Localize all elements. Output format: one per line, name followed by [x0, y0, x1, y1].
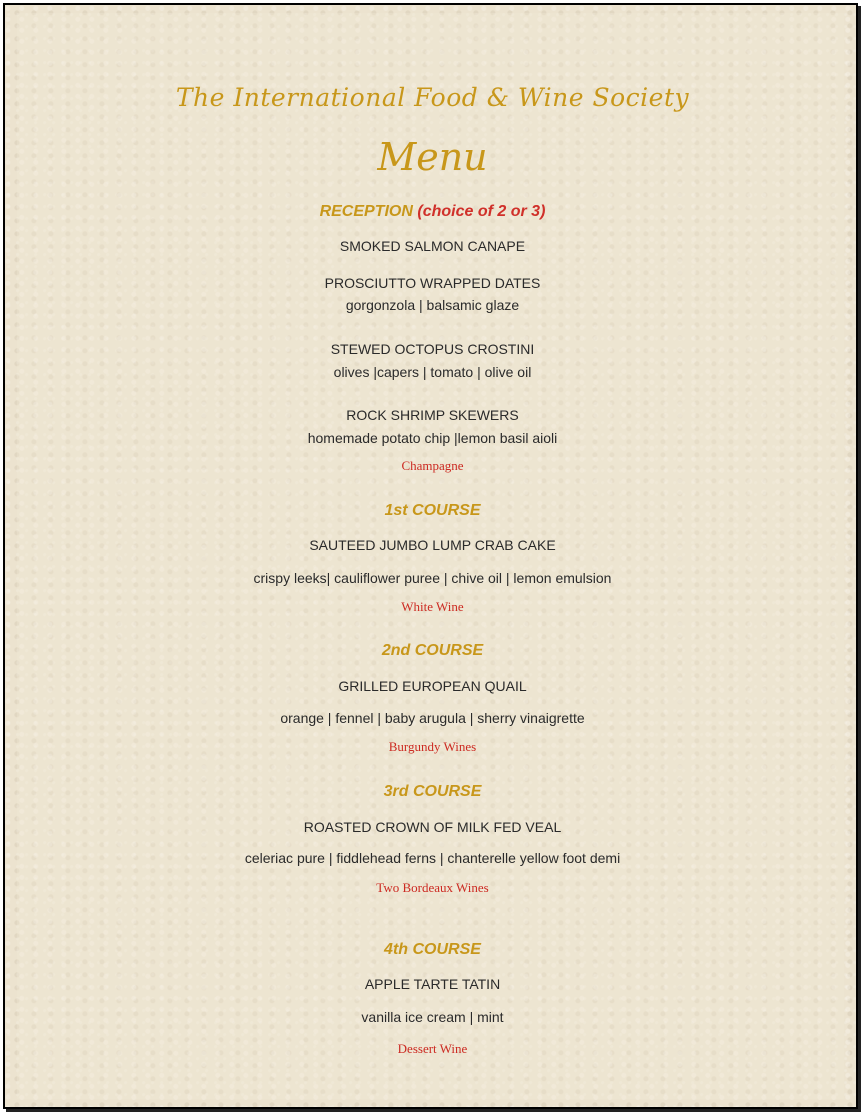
- reception-wine-pairing: Champagne: [401, 458, 464, 473]
- reception-dish: SMOKED SALMON CANAPE: [339, 238, 526, 254]
- course-dish: GRILLED EUROPEAN QUAIL: [338, 678, 527, 694]
- menu-title: Menu: [377, 135, 488, 179]
- reception-dish-description: olives |capers | tomato | olive oil: [333, 364, 532, 380]
- reception-heading-label: RECEPTION: [319, 203, 413, 220]
- course-wine-pairing: Dessert Wine: [397, 1041, 468, 1056]
- reception-dish-description: homemade potato chip |lemon basil aioli: [307, 430, 558, 446]
- course-dish: SAUTEED JUMBO LUMP CRAB CAKE: [309, 537, 556, 553]
- course-heading: 3rd COURSE: [383, 783, 482, 800]
- course-heading: 2nd COURSE: [381, 642, 484, 659]
- reception-choice-note: (choice of 2 or 3): [417, 203, 546, 220]
- course-dish: APPLE TARTE TATIN: [364, 976, 501, 992]
- course-dish-description: celeriac pure | fiddlehead ferns | chanterelle yellow foot demi: [244, 850, 621, 866]
- course-wine-pairing: Burgundy Wines: [388, 739, 477, 754]
- course-wine-pairing: White Wine: [401, 599, 464, 614]
- reception-dish: ROCK SHRIMP SKEWERS: [346, 407, 519, 423]
- course-dish: ROASTED CROWN OF MILK FED VEAL: [303, 819, 562, 835]
- course-dish-description: orange | fennel | baby arugula | sherry vinaigrette: [280, 710, 585, 726]
- course-heading: 4th COURSE: [384, 941, 481, 958]
- course-dish-description: crispy leeks| cauliflower puree | chive oil | lemon emulsion: [253, 570, 612, 586]
- course-dish-description: vanilla ice cream | mint: [361, 1009, 504, 1025]
- course-wine-pairing: Two Bordeaux Wines: [376, 880, 489, 895]
- reception-dish: PROSCIUTTO WRAPPED DATES: [324, 275, 541, 291]
- course-heading: 1st COURSE: [384, 502, 481, 519]
- reception-dish-description: gorgonzola | balsamic glaze: [345, 297, 520, 313]
- reception-dish: STEWED OCTOPUS CROSTINI: [330, 341, 535, 357]
- menu-page: [3, 3, 858, 1109]
- reception-heading: [5, 203, 858, 221]
- society-name: The International Food & Wine Society: [175, 83, 690, 112]
